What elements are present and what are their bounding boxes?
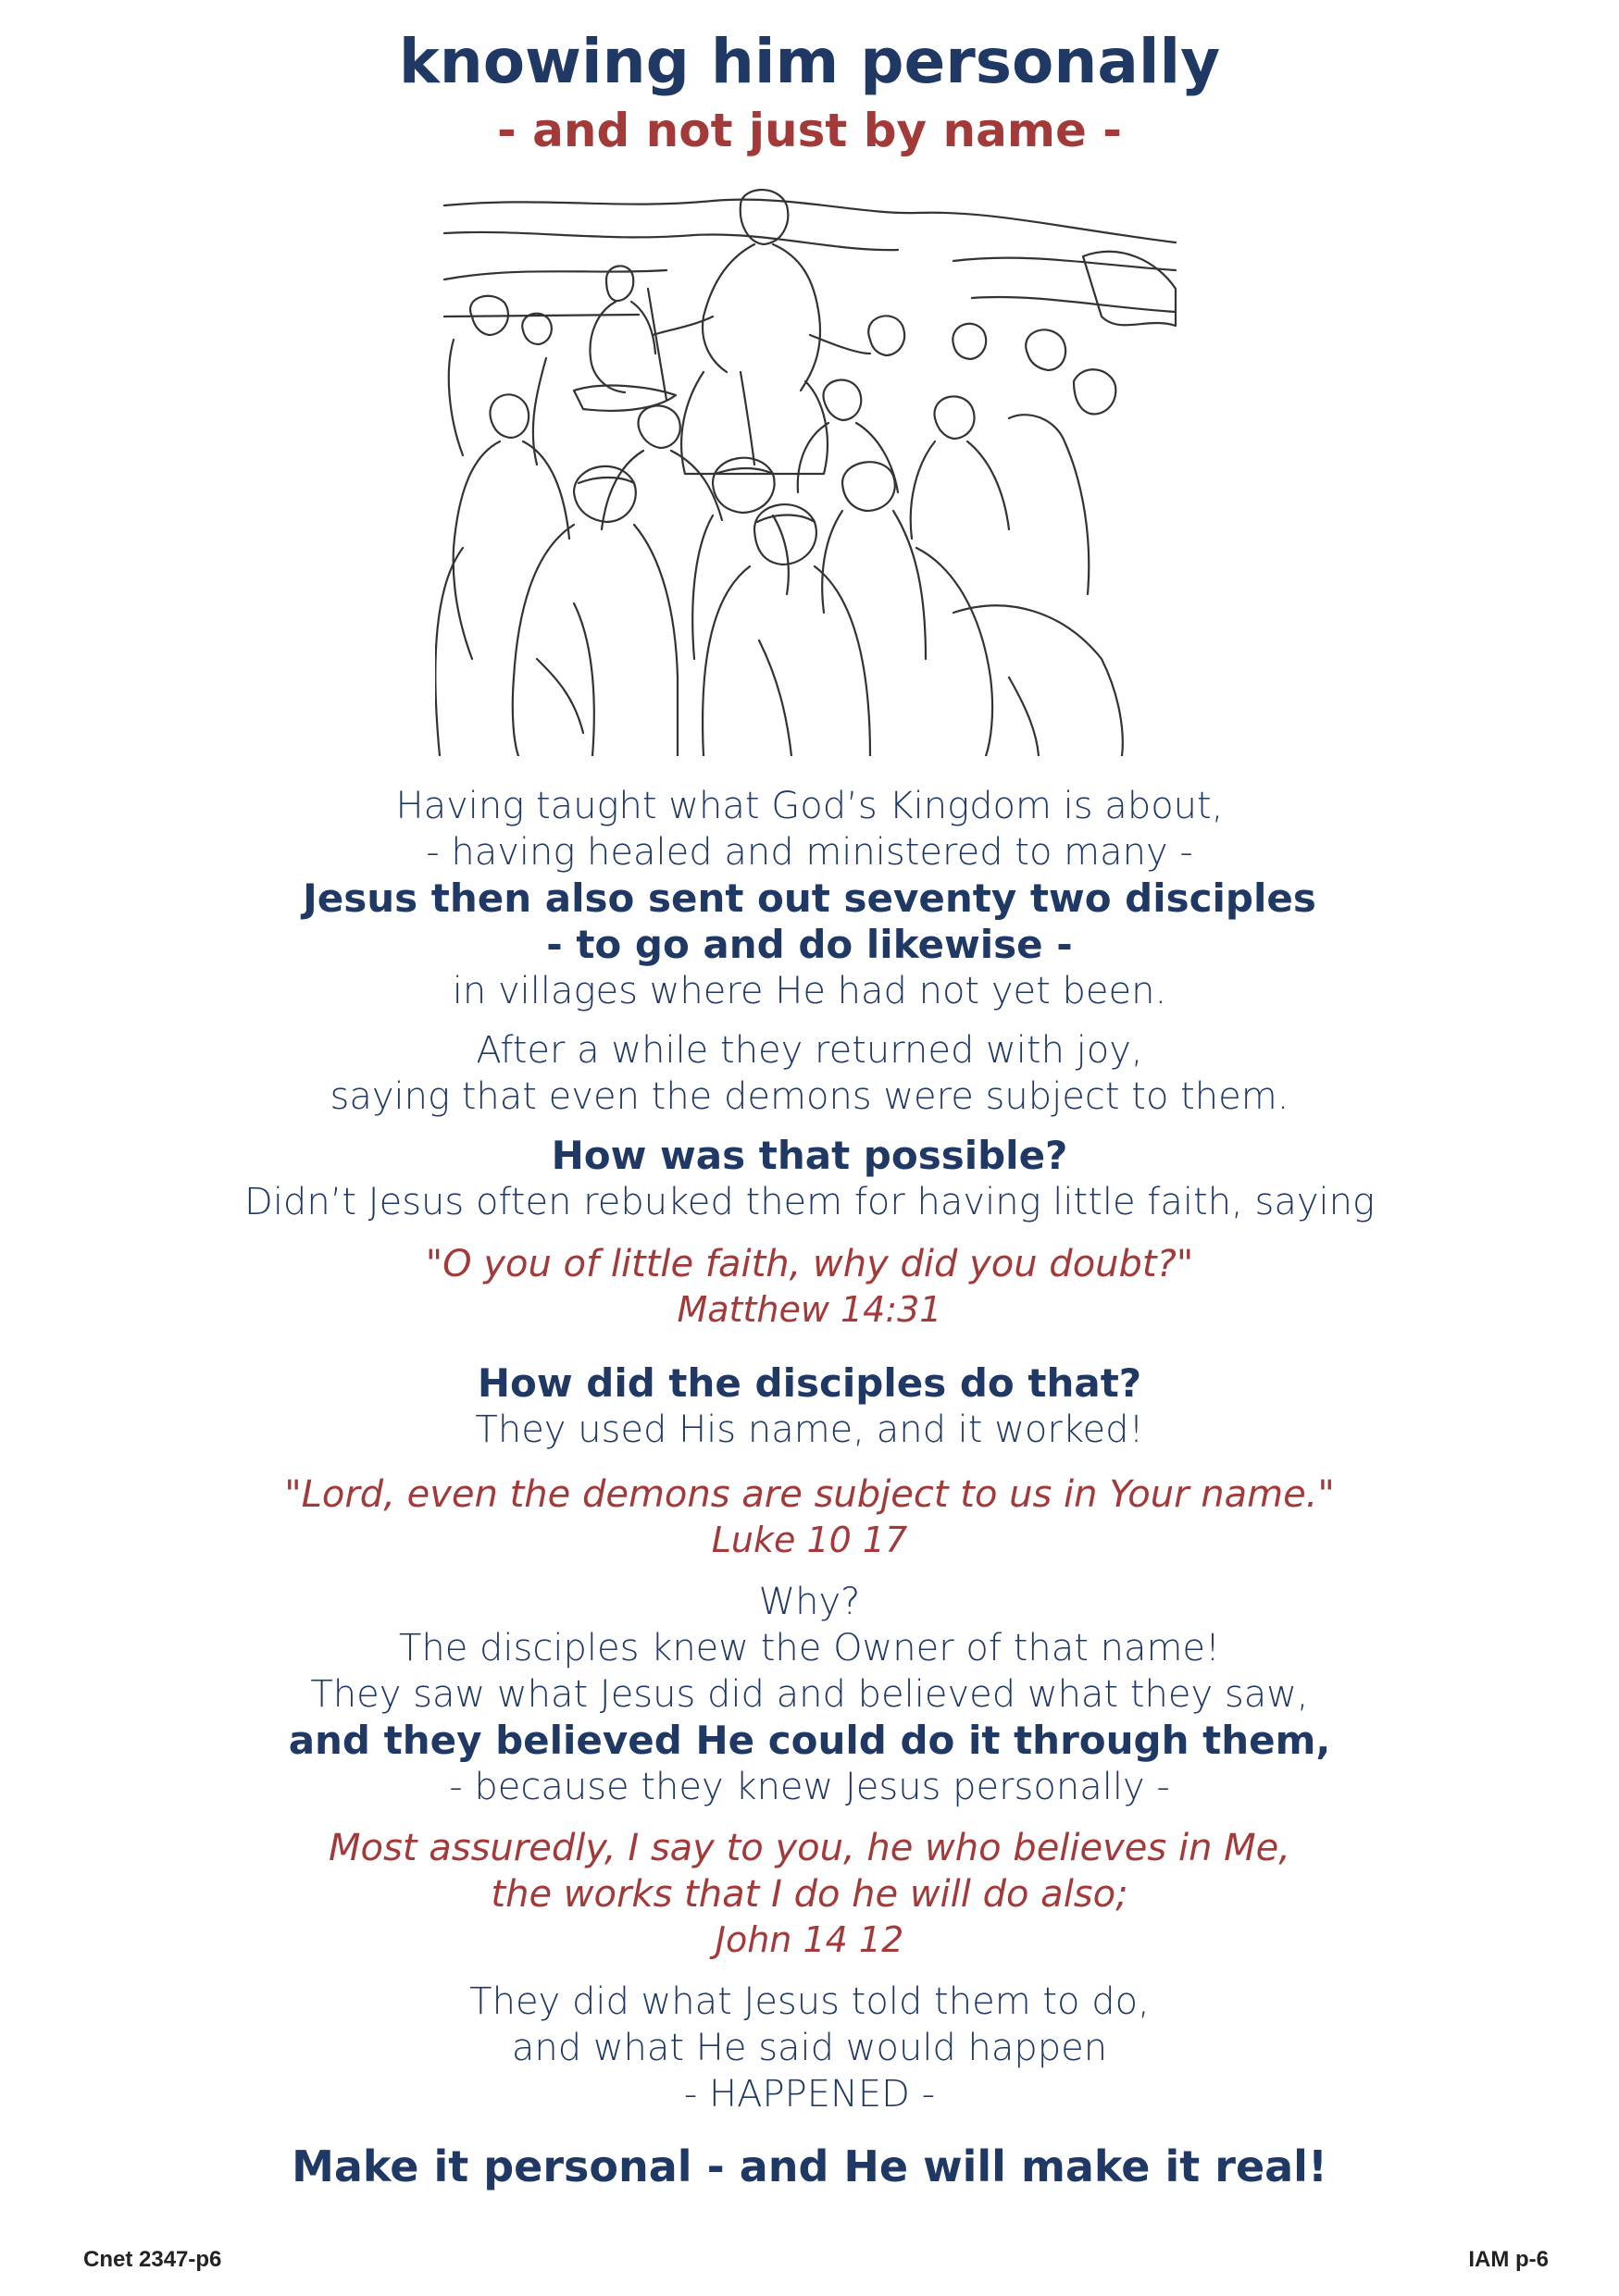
question-heading: How did the disciples do that? [477,1360,1142,1406]
scripture-reference: Luke 10 17 [711,1520,908,1560]
scripture-quote: Most assuredly, I say to you, he who believes in Me, [329,1827,1290,1869]
text-line: Having taught what God’s Kingdom is about, [395,785,1224,827]
scripture-quote: "O you of little faith, why did you doubt?" [425,1243,1194,1285]
question-heading: How was that possible? [551,1133,1068,1178]
closing-statement: Make it personal - and He will make it real! [292,2141,1327,2191]
scripture-reference: Matthew 14:31 [677,1289,942,1330]
text-line: They used His name, and it worked! [475,1409,1144,1451]
emphasis-line: and they believed He could do it through them, [288,1718,1331,1763]
text-line: - HAPPENED - [683,2073,936,2116]
emphasis-line: - to go and do likewise - [546,922,1073,967]
scripture-quote: "Lord, even the demons are subject to us in Your name." [284,1473,1335,1516]
text-line: They did what Jesus told them to do, [469,1980,1150,2023]
emphasis-line: Jesus then also sent out seventy two disciples [303,875,1316,921]
text-line: The disciples knew the Owner of that name! [398,1627,1221,1669]
jesus-teaching-crowd-line-drawing-icon [435,178,1185,756]
text-line: Didn’t Jesus often rebuked them for having little faith, saying [244,1181,1375,1223]
text-line: saying that even the demons were subject to them. [330,1075,1289,1118]
text-line: and what He said would happen [511,2027,1108,2069]
text-line: - having healed and ministered to many - [426,831,1193,874]
text-line: - because they knew Jesus personally - [449,1766,1170,1808]
text-line: After a while they returned with joy, [476,1029,1143,1072]
page-title: knowing him personally [398,26,1221,97]
footer-left-code: Cnet 2347-p6 [83,2247,222,2272]
text-line: Why? [758,1581,861,1623]
scripture-reference: John 14 12 [715,1919,904,1960]
scripture-quote: the works that I do he will do also; [491,1873,1128,1916]
page-subtitle: - and not just by name - [496,104,1123,157]
footer-right-code: IAM p-6 [1468,2247,1549,2272]
text-line: in villages where He had not yet been. [452,970,1167,1012]
text-line: They saw what Jesus did and believed what they saw, [310,1673,1309,1716]
